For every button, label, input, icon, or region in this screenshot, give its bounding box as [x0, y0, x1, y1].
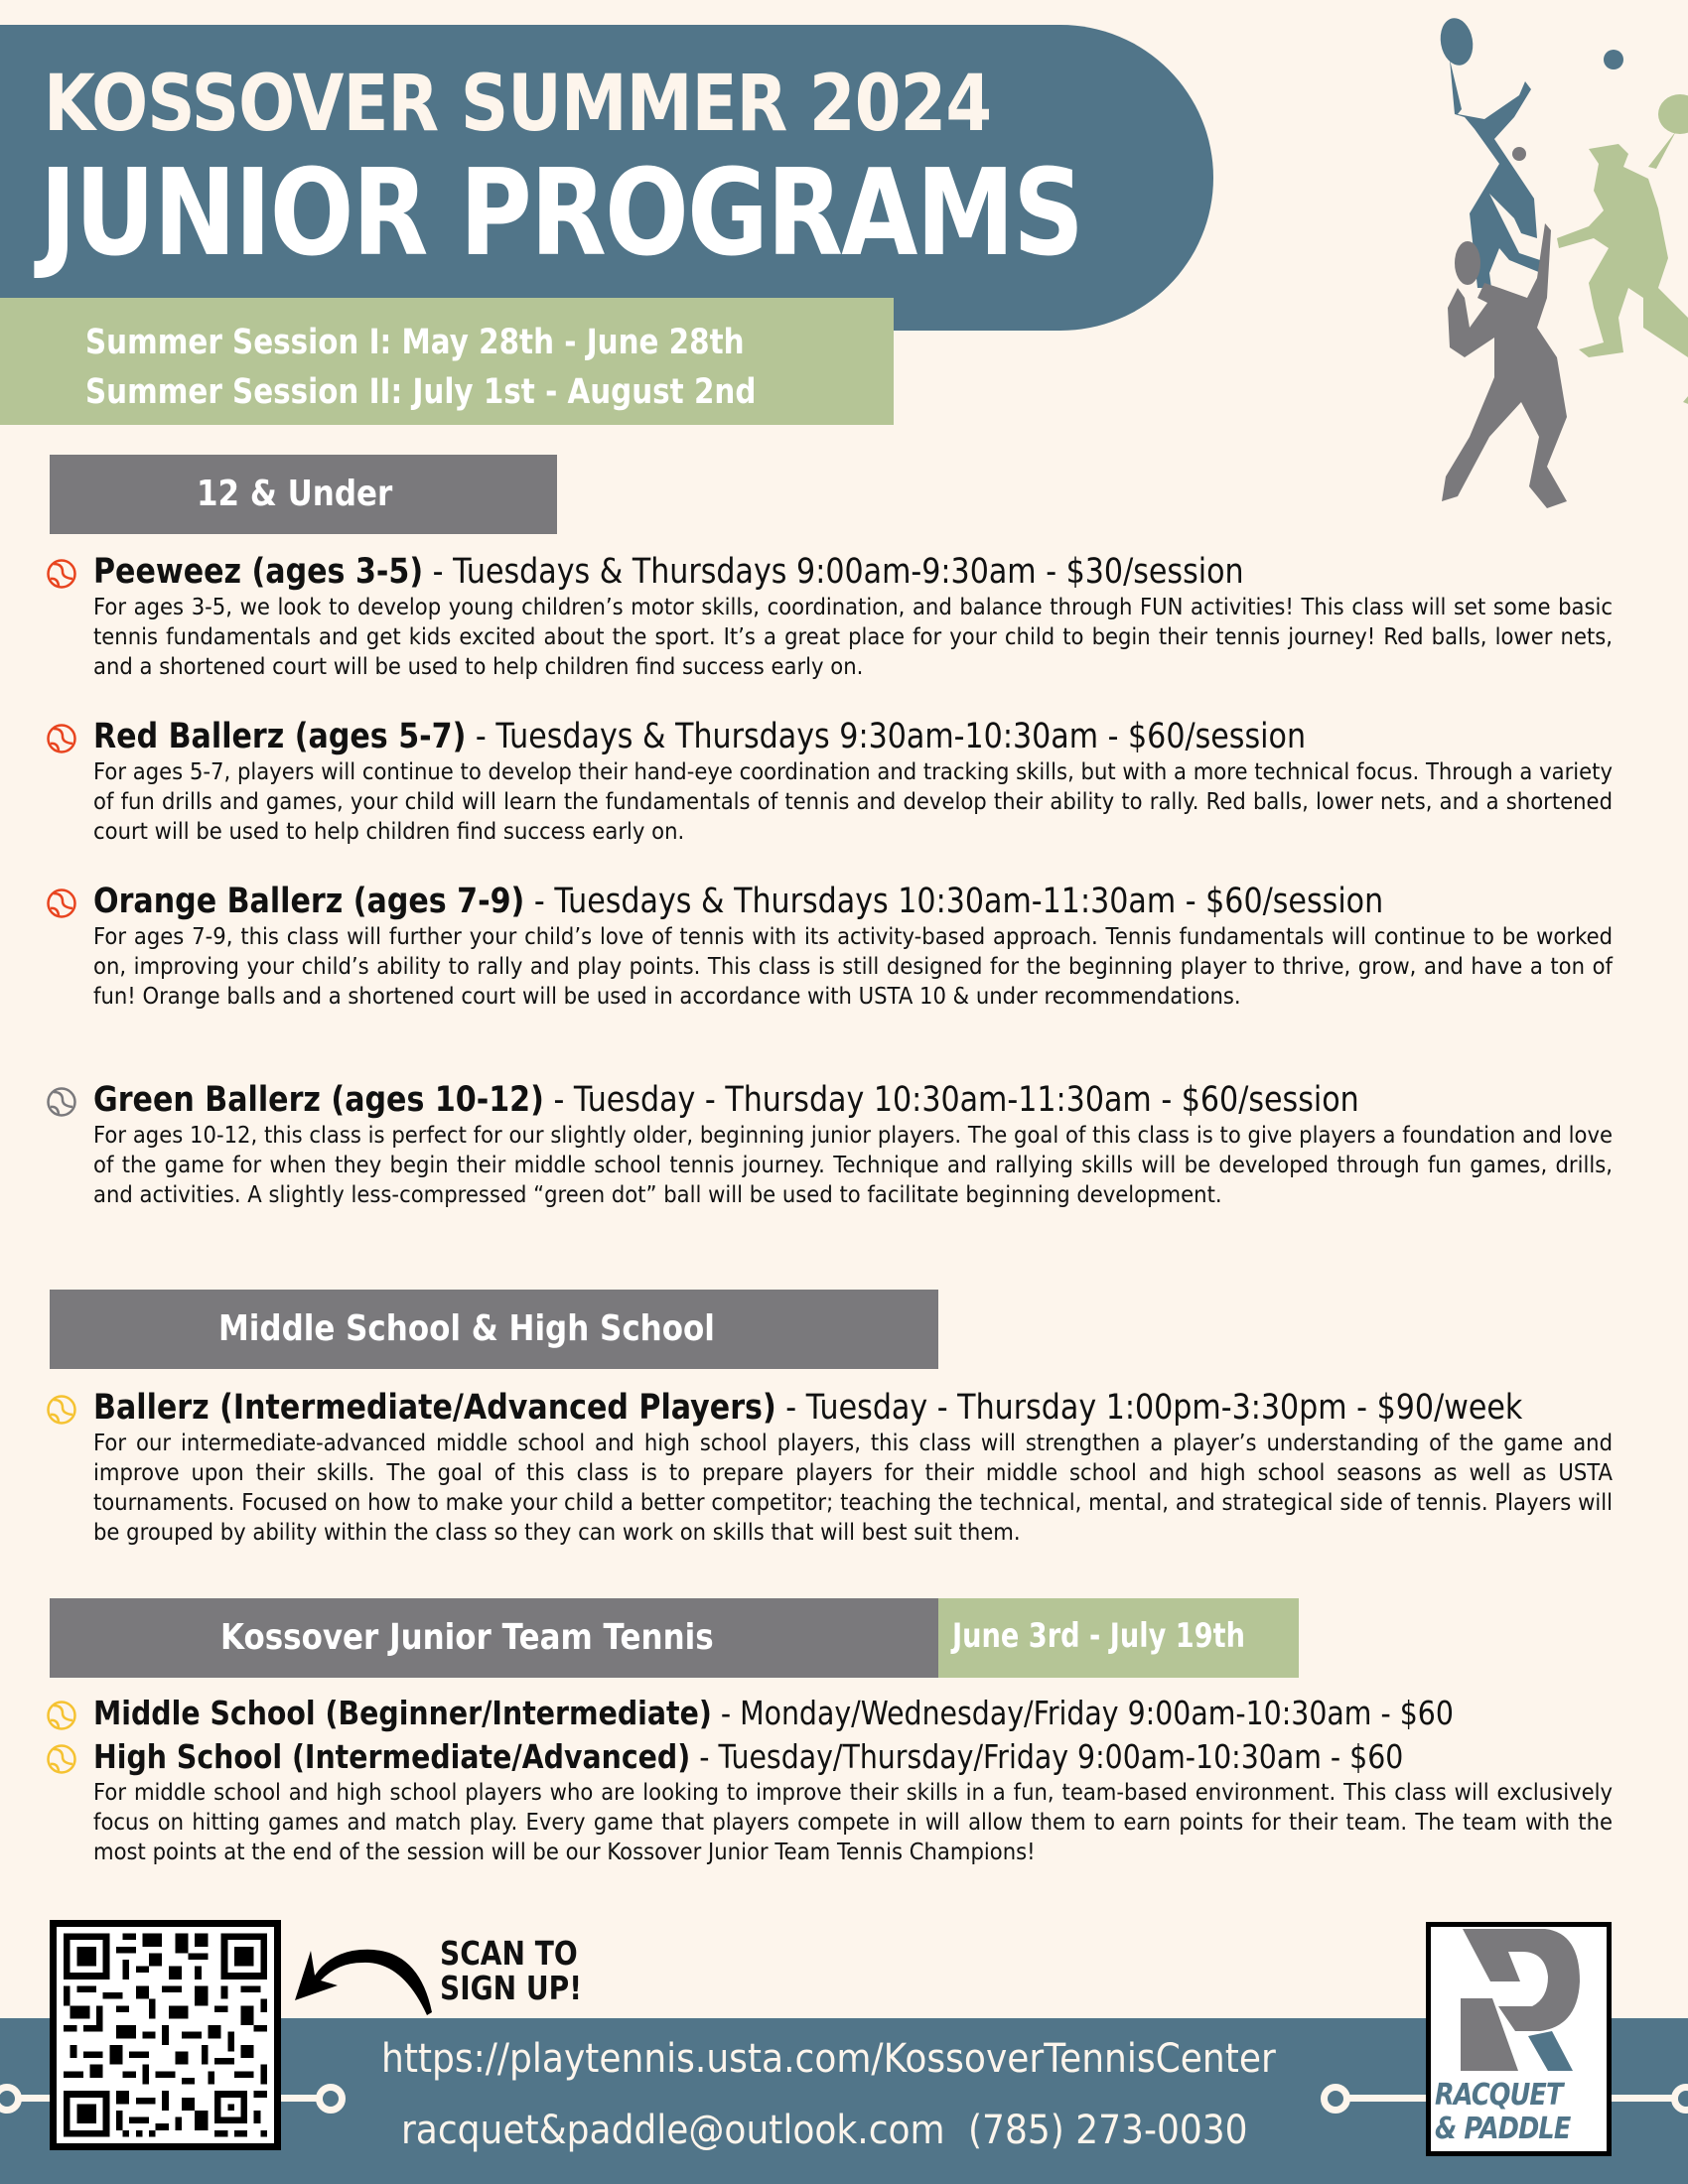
- title-line-1: KOSSOVER SUMMER 2024: [44, 60, 992, 149]
- connector-node: [1321, 2084, 1350, 2114]
- program-green-ballerz: [46, 1080, 1615, 1209]
- tennis-players-illustration: [1291, 0, 1688, 526]
- contact-phone[interactable]: (785) 273-0030: [968, 2108, 1248, 2153]
- program-name: Orange Ballerz (ages 7-9): [93, 882, 525, 921]
- qr-code-icon: [57, 1927, 274, 2143]
- program-description: [93, 1428, 1613, 1547]
- program-schedule: - Tuesday/Thursday/Friday 9:00am-10:30am - $60: [690, 1737, 1404, 1776]
- session-dates-band: [0, 298, 894, 425]
- program-heading: [93, 1388, 1522, 1428]
- red-tennis-ball-icon: [46, 558, 77, 590]
- program-name: Ballerz (Intermediate/Advanced Players): [93, 1388, 776, 1428]
- program-description: [93, 592, 1613, 681]
- section-header-middle-high-school: [50, 1290, 938, 1369]
- program-name: Peeweez (ages 3-5): [93, 552, 424, 592]
- program-schedule: - Tuesday - Thursday 1:00pm-3:30pm - $90/week: [775, 1388, 1523, 1428]
- program-schedule: - Tuesday - Thursday 10:30am-11:30am - $60/session: [543, 1080, 1359, 1120]
- rp-monogram-icon: [1431, 1927, 1607, 2076]
- logo-text-line-2: & PADDLE: [1435, 2112, 1571, 2146]
- program-name: High School (Intermediate/Advanced): [93, 1737, 691, 1776]
- program-team-tennis-middle-school: [46, 1694, 1615, 1733]
- program-heading: [93, 1694, 1454, 1733]
- section-title: Middle School & High School: [218, 1308, 715, 1349]
- signup-qr-code[interactable]: [50, 1920, 281, 2150]
- section-header-junior-team-tennis: [50, 1598, 938, 1678]
- program-description-text: For middle school and high school players who are looking to improve their skills in a fun, team-based environment. This class will exclusively focus on hitting games and match play. Every game that players compete in will allow them to earn points for their team. The team with the most points at the end of the session will be our Kossover Junior Team Tennis Champions!: [93, 1778, 1613, 1865]
- program-schedule: - Tuesdays & Thursdays 10:30am-11:30am - $60/session: [524, 882, 1384, 921]
- section-header-12-and-under: [50, 455, 557, 534]
- registration-url-link[interactable]: https://playtennis.usta.com/KossoverTennisCenter: [381, 2036, 1276, 2082]
- program-heading: [93, 717, 1306, 756]
- logo-text-line-1: RACQUET: [1435, 2078, 1563, 2113]
- program-heading: [93, 1737, 1403, 1777]
- program-schedule: - Tuesdays & Thursdays 9:00am-9:30am - $30/session: [423, 552, 1244, 592]
- program-team-tennis-high-school: [46, 1737, 1615, 1866]
- contact-email-link[interactable]: racquet&paddle@outlook.com: [401, 2108, 945, 2153]
- program-description: [93, 1120, 1613, 1209]
- program-heading: [93, 882, 1383, 921]
- connector-line: [18, 2095, 50, 2102]
- yellow-tennis-ball-icon: [46, 1394, 77, 1426]
- program-name: Green Ballerz (ages 10-12): [93, 1080, 544, 1120]
- scan-to-sign-up-label: [440, 1936, 582, 2005]
- red-tennis-ball-icon: [46, 723, 77, 754]
- program-heading: [93, 1080, 1359, 1120]
- team-tennis-date-badge: [938, 1598, 1299, 1678]
- program-heading: [93, 552, 1244, 592]
- scan-line-1: SCAN TO: [440, 1934, 578, 1973]
- program-ballerz-intermediate-advanced: [46, 1388, 1615, 1547]
- yellow-tennis-ball-icon: [46, 1743, 77, 1775]
- program-peeweez: [46, 552, 1615, 681]
- program-name: Red Ballerz (ages 5-7): [93, 717, 467, 756]
- session-1-dates: Summer Session I: May 28th - June 28th: [85, 323, 745, 362]
- program-orange-ballerz: [46, 882, 1615, 1011]
- orange-tennis-ball-icon: [46, 887, 77, 919]
- program-schedule: - Tuesdays & Thursdays 9:30am-10:30am - $60/session: [466, 717, 1307, 756]
- program-description: [93, 1777, 1613, 1866]
- scan-line-2: SIGN UP!: [440, 1969, 583, 2007]
- curved-arrow-icon: [293, 1931, 437, 2020]
- racquet-paddle-logo: [1426, 1922, 1612, 2156]
- program-description: [93, 756, 1613, 846]
- program-description-text: For ages 7-9, this class will further your child’s love of tennis with its activity-based approach. Tennis fundamentals will continue to be worked on, improving your child’s ability to rally and play points. This class is still designed for the beginning player to thrive, grow, and have a ton of fun! Orange balls and a shortened court will be used in accordance with USTA 10 & under recommendations.: [93, 922, 1613, 1010]
- program-name: Middle School (Beginner/Intermediate): [93, 1694, 712, 1732]
- section-title: 12 & Under: [197, 474, 393, 514]
- program-description-text: For our intermediate-advanced middle school and high school players, this class will strengthen a player’s understanding of the game and improve upon their skills. The goal of this class is to prepare players for their middle school and high school seasons as well as USTA tournaments. Focused on how to make your child a better competitor; teaching the technical, mental, and strategical side of tennis. Players will be grouped by ability within the class so they can work on skills that will best suit them.: [93, 1429, 1613, 1546]
- program-description: [93, 921, 1613, 1011]
- connector-node: [316, 2084, 346, 2114]
- program-description-text: For ages 3-5, we look to develop young children’s motor skills, coordination, and balance through FUN activities! This class will set some basic tennis fundamentals and get kids excited about the sport. It’s a great place for your child to begin their tennis journey! Red balls, lower nets, and a shortened court will be used to help children find success early on.: [93, 593, 1613, 680]
- program-description-text: For ages 10-12, this class is perfect for our slightly older, beginning junior players. The goal of this class is to give players a foundation and love of the game for when they begin their middle school tennis journey. Technique and rallying skills will be developed through fun games, drills, and activities. A slightly less-compressed “green dot” ball will be used to facilitate beginning development.: [93, 1121, 1613, 1208]
- program-red-ballerz: [46, 717, 1615, 846]
- green-player-silhouette: [1557, 94, 1688, 407]
- section-title: Kossover Junior Team Tennis: [220, 1617, 714, 1658]
- session-2-dates: Summer Session II: July 1st - August 2nd: [85, 372, 757, 412]
- program-description-text: For ages 5-7, players will continue to develop their hand-eye coordination and tracking skills, but with a more technical focus. Through a variety of fun drills and games, your child will learn the fundamentals of tennis and develop their ability to rally. Red balls, lower nets, and a shortened court will be used to help children find success early on.: [93, 757, 1613, 845]
- yellow-tennis-ball-icon: [46, 1700, 77, 1731]
- gray-tennis-ball-icon: [46, 1086, 77, 1118]
- program-schedule: - Monday/Wednesday/Friday 9:00am-10:30am - $60: [711, 1694, 1454, 1732]
- date-badge-text: June 3rd - July 19th: [952, 1616, 1246, 1656]
- title-line-2: JUNIOR PROGRAMS: [40, 145, 1083, 283]
